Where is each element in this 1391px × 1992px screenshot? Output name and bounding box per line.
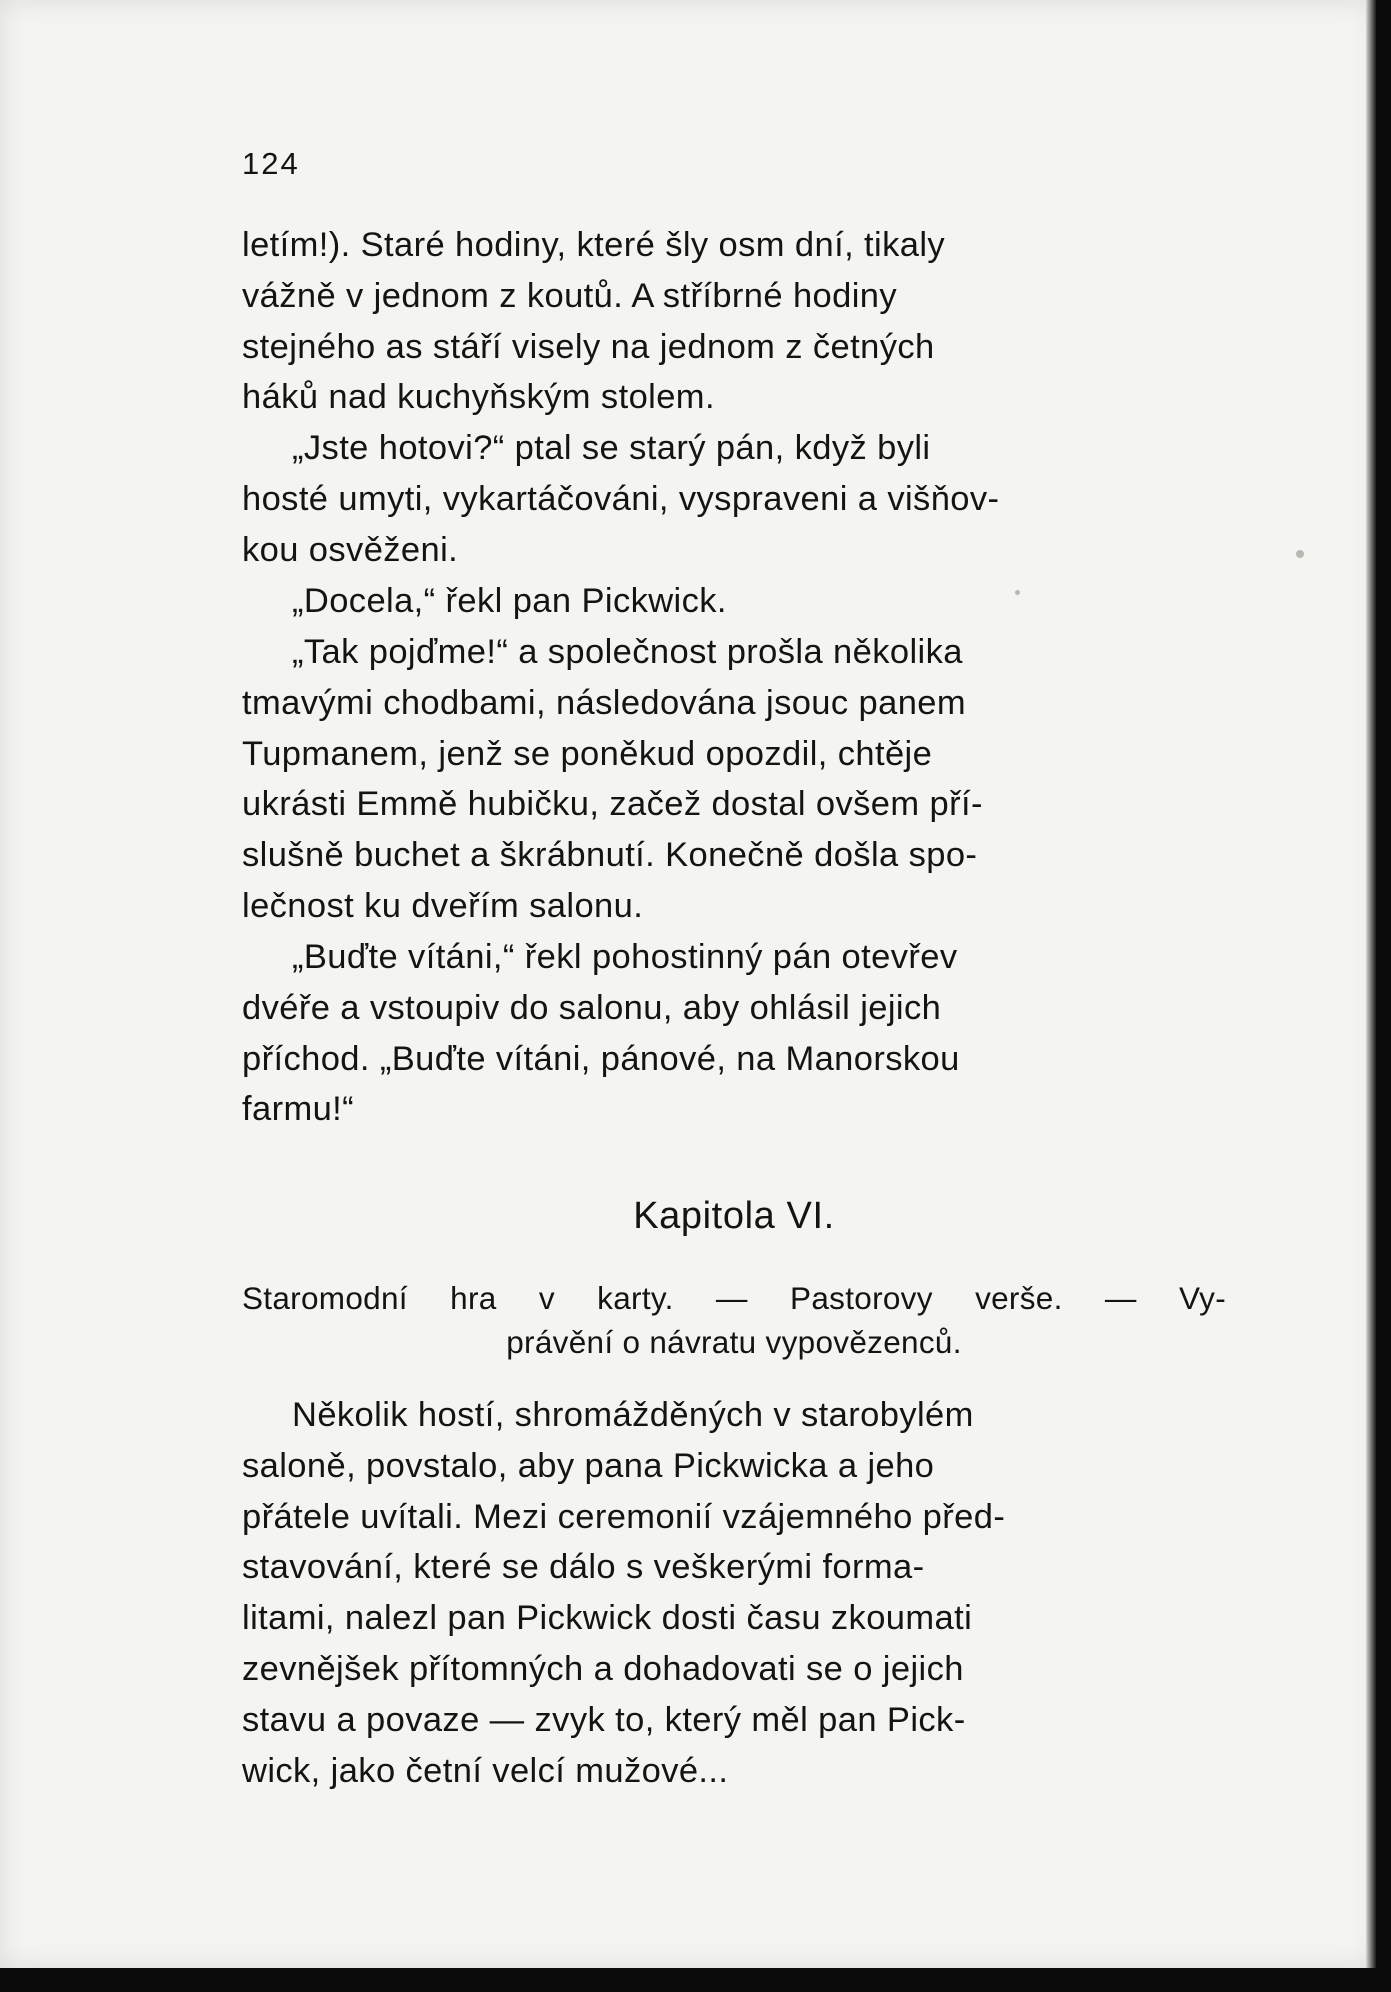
text-line: „Tak pojďme!“ a společnost prošla několika — [292, 633, 963, 671]
text-line: vážně v jednom z koutů. A stříbrné hodiny — [242, 276, 898, 315]
text-line: lečnost ku dveřím salonu. — [242, 886, 644, 925]
chapter-summary — [242, 1276, 1226, 1364]
text-line: litami, nalezl pan Pickwick dosti času zkoumati — [242, 1599, 973, 1638]
text-line: letím!). Staré hodiny, které šly osm dní, tikaly — [242, 226, 946, 264]
text-line: hosté umyti, vykartáčováni, vyspraveni a višňov- — [242, 479, 1000, 518]
text-line: háků nad kuchyňským stolem. — [242, 378, 715, 417]
text-line: „Jste hotovi?“ ptal se starý pán, když byli — [292, 429, 931, 467]
text-line: Několik hostí, shromážděných v starobylém — [292, 1396, 974, 1434]
text-line: ukrásti Emmě hubičku, začež dostal ovšem pří- — [242, 785, 983, 824]
text-line: „Docela,“ řekl pan Pickwick. — [292, 582, 727, 620]
text-line: saloně, povstalo, aby pana Pickwicka a jeho — [242, 1446, 935, 1485]
paragraph-welcome — [242, 932, 1226, 1135]
text-line: slušně buchet a škrábnutí. Konečně došla spo- — [242, 836, 978, 875]
text-line: stavování, které se dálo s veškerými forma- — [242, 1548, 925, 1587]
text-line: přátele uvítali. Mezi ceremonií vzájemného před- — [242, 1497, 1006, 1536]
text-line: kou osvěženi. — [242, 530, 459, 569]
text-line: zevnějšek přítomných a dohadovati se o jejich — [242, 1649, 964, 1688]
text-line: stejného as stáří visely na jednom z četných — [242, 327, 935, 366]
text-line: wick, jako četní velcí mužové... — [242, 1751, 729, 1790]
paragraph-docela — [242, 576, 1226, 627]
text-line: stavu a povaze — zvyk to, který měl pan Pick- — [242, 1700, 966, 1739]
text-line: tmavými chodbami, následována jsouc panem — [242, 683, 967, 722]
paragraph-chapter-opening — [242, 1390, 1226, 1796]
paper-speck — [1296, 550, 1304, 558]
chapter-title: Kapitola VI. — [633, 1195, 835, 1237]
text-line: farmu!“ — [242, 1090, 355, 1129]
text-line: dvéře a vstoupiv do salonu, aby ohlásil jejich — [242, 988, 942, 1027]
paragraph-corridors — [242, 627, 1226, 932]
page-edge-shadow — [1366, 0, 1376, 1968]
text-line: „Buďte vítáni,“ řekl pohostinný pán otevřev — [292, 938, 958, 976]
paragraph-clocks — [242, 220, 1226, 423]
text-line: Tupmanem, jenž se poněkud opozdil, chtěje — [242, 734, 933, 773]
chapter-summary-line: právění o návratu vypovězenců. — [506, 1324, 962, 1360]
page-number: 124 — [242, 146, 300, 181]
text-line: příchod. „Buďte vítáni, pánové, na Manorskou — [242, 1039, 960, 1078]
paragraph-ready-question — [242, 423, 1226, 575]
chapter-summary-line: Staromodní hra v karty. — Pastorovy verše. — Vy- — [242, 1280, 1226, 1316]
